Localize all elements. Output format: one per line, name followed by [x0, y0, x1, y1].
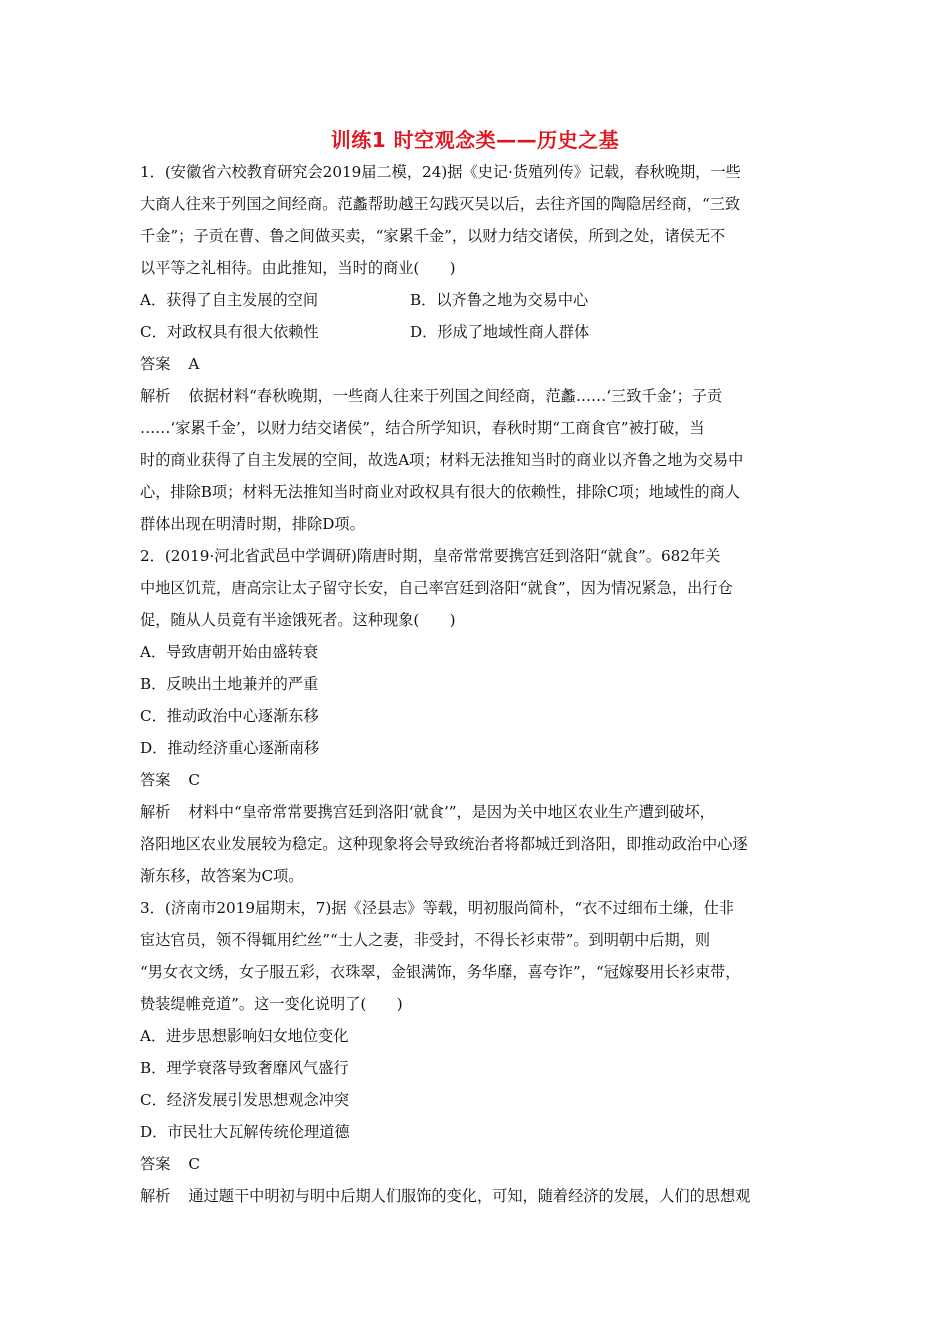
analysis-text: 材料中“皇帝常常要携宫廷到洛阳‘就食’”，是因为关中地区农业生产遭到破坏， [188, 803, 715, 821]
answer-line [140, 764, 816, 796]
option-c: C．经济发展引发思想观念冲突 [140, 1091, 350, 1109]
option-c: C．对政权具有很大依赖性 [140, 323, 319, 341]
question-stem-line: “男女衣文绣，女子服五彩，衣珠翠，金银满饰，务华靡，喜夸诈”，“冠嫁娶用长衫束带， [140, 963, 741, 981]
option-b: B．反映出土地兼并的严重 [140, 675, 319, 693]
answer-value: A [188, 355, 200, 373]
option-a: A．获得了自主发展的空间 [140, 291, 319, 309]
answer-line [140, 1148, 816, 1180]
question-stem-line: 2．(2019·河北省武邑中学调研)隋唐时期，皇帝常常要携宫廷到洛阳“就食”。682年关 [140, 547, 721, 565]
analysis-text: 时的商业获得了自主发展的空间，故选A项；材料无法推知当时的商业以齐鲁之地为交易中 [140, 451, 744, 469]
answer-value: C [188, 771, 200, 789]
question-3 [140, 892, 816, 1212]
analysis-text: 依据材料“春秋晚期，一些商人往来于列国之间经商，范蠡……‘三致千金’；子贡 [188, 387, 723, 405]
question-stem-line: 宦达官员，领不得辄用纻丝”“士人之妻，非受封，不得长衫束带”。到明朝中后期，则 [140, 931, 711, 949]
analysis-line [140, 380, 816, 412]
analysis-label: 解析 [140, 387, 171, 405]
question-stem-line: 3．(济南市2019届期末，7)据《泾县志》等载，明初服尚简朴，“衣不过细布土缣，仕非 [140, 899, 734, 917]
option-c: C．推动政治中心逐渐东移 [140, 707, 319, 725]
question-stem-line: 1．(安徽省六校教育研究会2019届二模，24)据《史记·货殖列传》记载，春秋晚期，一些 [140, 163, 741, 181]
analysis-text: 渐东移，故答案为C项。 [140, 867, 304, 885]
question-2 [140, 540, 816, 892]
answer-line [140, 348, 816, 380]
question-stem-line: 大商人往来于列国之间经商。范蠡帮助越王勾践灭吴以后，去往齐国的陶隐居经商，“三致 [140, 195, 741, 213]
document-body [140, 156, 816, 1212]
question-stem-line: 以平等之礼相待。由此推知，当时的商业( ) [140, 259, 456, 277]
question-stem-line: 促，随从人员竟有半途饿死者。这种现象( ) [140, 611, 456, 629]
option-d: D．推动经济重心逐渐南移 [140, 739, 320, 757]
analysis-text: 群体出现在明清时期，排除D项。 [140, 515, 365, 533]
option-b: B．以齐鲁之地为交易中心 [410, 291, 589, 309]
option-b: B．理学衰落导致奢靡风气盛行 [140, 1059, 349, 1077]
option-d: D．形成了地域性商人群体 [410, 323, 590, 341]
options-row [140, 316, 816, 348]
analysis-text: 通过题干中明初与明中后期人们服饰的变化，可知，随着经济的发展，人们的思想观 [188, 1187, 751, 1205]
analysis-line [140, 796, 816, 828]
question-1 [140, 156, 816, 540]
analysis-line [140, 1180, 816, 1212]
answer-label: 答案 [140, 771, 171, 789]
option-a: A．进步思想影响妇女地位变化 [140, 1027, 349, 1045]
answer-value: C [188, 1155, 200, 1173]
answer-label: 答案 [140, 355, 171, 373]
page-title: 训练1 时空观念类——历史之基 [330, 128, 620, 152]
analysis-text: ……‘家累千金’，以财力结交诸侯”，结合所学知识，春秋时期“工商食官”被打破，当 [140, 419, 705, 437]
option-d: D．市民壮大瓦解传统伦理道德 [140, 1123, 350, 1141]
analysis-text: 心，排除B项；材料无法推知当时商业对政权具有很大的依赖性，排除C项；地域性的商人 [140, 483, 740, 501]
analysis-label: 解析 [140, 1187, 171, 1205]
question-stem-line: 贽装缇帷竞道”。这一变化说明了( ) [140, 995, 403, 1013]
question-stem-line: 千金”；子贡在曹、鲁之间做买卖，“家累千金”，以财力结交诸侯，所到之处，诸侯无不 [140, 227, 726, 245]
question-stem-line: 中地区饥荒，唐高宗让太子留守长安，自己率宫廷到洛阳“就食”，因为情况紧急，出行仓 [140, 579, 733, 597]
options-row [140, 284, 816, 316]
analysis-text: 洛阳地区农业发展较为稳定。这种现象将会导致统治者将都城迁到洛阳，即推动政治中心逐 [140, 835, 748, 853]
option-a: A．导致唐朝开始由盛转衰 [140, 643, 319, 661]
analysis-label: 解析 [140, 803, 171, 821]
answer-label: 答案 [140, 1155, 171, 1173]
